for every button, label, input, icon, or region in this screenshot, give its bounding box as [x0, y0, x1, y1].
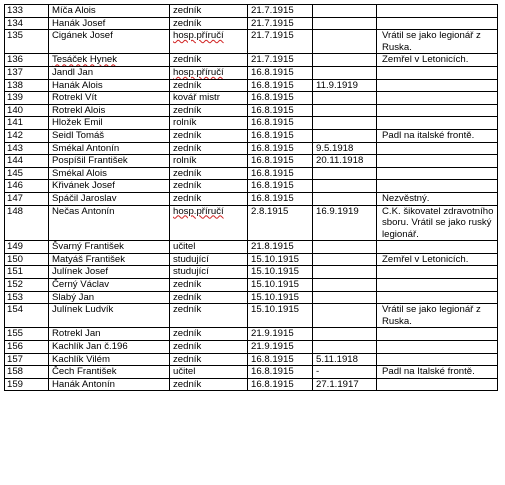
date-returned: [313, 167, 377, 180]
person-name: Rotrekl Vít: [49, 92, 170, 105]
person-name: Smékal Antonín: [49, 142, 170, 155]
date-enlisted: 16.8.1915: [248, 142, 313, 155]
person-name: Hanák Alois: [49, 79, 170, 92]
note: Vrátil se jako legionář z Ruska.: [377, 30, 498, 54]
note: Vrátil se jako legionář z Ruska.: [377, 304, 498, 328]
row-number: 137: [5, 66, 49, 79]
table-row: [5, 378, 498, 391]
date-returned: [313, 129, 377, 142]
date-enlisted: 16.8.1915: [248, 180, 313, 193]
table-row: [5, 79, 498, 92]
date-enlisted: 16.8.1915: [248, 167, 313, 180]
row-number: 142: [5, 129, 49, 142]
table-row: [5, 304, 498, 328]
occupation: zedník: [170, 279, 248, 292]
person-name: Kachlík Jan č.196: [49, 341, 170, 354]
date-enlisted: 16.8.1915: [248, 192, 313, 205]
table-row: [5, 341, 498, 354]
person-name: Tesáček Hynek: [49, 54, 170, 67]
person-name: Matyáš František: [49, 253, 170, 266]
person-name: Hanák Antonín: [49, 378, 170, 391]
occupation: zedník: [170, 180, 248, 193]
note: Zemřel v Letonicích.: [377, 54, 498, 67]
table-row: [5, 192, 498, 205]
occupation: zedník: [170, 104, 248, 117]
date-returned: [313, 341, 377, 354]
date-enlisted: 21.7.1915: [248, 30, 313, 54]
date-enlisted: 16.8.1915: [248, 155, 313, 168]
note: [377, 66, 498, 79]
occupation: rolník: [170, 155, 248, 168]
occupation: zedník: [170, 129, 248, 142]
row-number: 149: [5, 241, 49, 254]
person-name: Seidl Tomáš: [49, 129, 170, 142]
date-enlisted: 21.7.1915: [248, 17, 313, 30]
table-row: [5, 155, 498, 168]
date-returned: [313, 17, 377, 30]
date-enlisted: 21.9.1915: [248, 328, 313, 341]
person-name: Spáčil Jaroslav: [49, 192, 170, 205]
occupation: kovář mistr: [170, 92, 248, 105]
row-number: 138: [5, 79, 49, 92]
note: [377, 378, 498, 391]
table-row: [5, 279, 498, 292]
date-returned: -: [313, 366, 377, 379]
table-row: [5, 253, 498, 266]
date-enlisted: 16.8.1915: [248, 104, 313, 117]
date-returned: [313, 304, 377, 328]
note: [377, 5, 498, 18]
person-name: Nečas Antonín: [49, 205, 170, 241]
note: Padl na italské frontě.: [377, 129, 498, 142]
note: Nezvěstný.: [377, 192, 498, 205]
table-row: [5, 205, 498, 241]
date-returned: [313, 30, 377, 54]
row-number: 153: [5, 291, 49, 304]
note: [377, 17, 498, 30]
person-name: Míča Alois: [49, 5, 170, 18]
date-enlisted: 16.8.1915: [248, 79, 313, 92]
person-name: Rotrekl Jan: [49, 328, 170, 341]
occupation: zedník: [170, 304, 248, 328]
note: [377, 279, 498, 292]
occupation: učitel: [170, 241, 248, 254]
occupation: studující: [170, 253, 248, 266]
occupation: zedník: [170, 142, 248, 155]
table-row: [5, 142, 498, 155]
date-returned: [313, 117, 377, 130]
occupation: zedník: [170, 328, 248, 341]
occupation: zedník: [170, 378, 248, 391]
person-name: Křivánek Josef: [49, 180, 170, 193]
row-number: 146: [5, 180, 49, 193]
person-name: Kachlík Vilém: [49, 353, 170, 366]
date-enlisted: 2.8.1915: [248, 205, 313, 241]
date-returned: [313, 54, 377, 67]
note: [377, 341, 498, 354]
date-returned: [313, 253, 377, 266]
table-body: [5, 5, 498, 391]
date-returned: 5.11.1918: [313, 353, 377, 366]
row-number: 135: [5, 30, 49, 54]
occupation: rolník: [170, 117, 248, 130]
person-name: Smékal Alois: [49, 167, 170, 180]
row-number: 155: [5, 328, 49, 341]
occupation: hosp.příručí: [170, 66, 248, 79]
date-returned: [313, 92, 377, 105]
occupation: zedník: [170, 17, 248, 30]
occupation: zedník: [170, 291, 248, 304]
occupation: učitel: [170, 366, 248, 379]
date-returned: [313, 104, 377, 117]
date-returned: [313, 328, 377, 341]
note: [377, 117, 498, 130]
row-number: 148: [5, 205, 49, 241]
person-name: Rotrekl Alois: [49, 104, 170, 117]
occupation: zedník: [170, 79, 248, 92]
date-enlisted: 16.8.1915: [248, 66, 313, 79]
row-number: 133: [5, 5, 49, 18]
row-number: 143: [5, 142, 49, 155]
table-row: [5, 54, 498, 67]
note: [377, 155, 498, 168]
row-number: 134: [5, 17, 49, 30]
note: Zemřel v Letonicích.: [377, 253, 498, 266]
note: [377, 241, 498, 254]
person-name: Julínek Josef: [49, 266, 170, 279]
date-returned: 9.5.1918: [313, 142, 377, 155]
table-row: [5, 17, 498, 30]
table-row: [5, 328, 498, 341]
soldier-registry-table: [4, 4, 498, 391]
table-row: [5, 66, 498, 79]
date-enlisted: 15.10.1915: [248, 304, 313, 328]
row-number: 145: [5, 167, 49, 180]
table-row: [5, 353, 498, 366]
date-returned: 11.9.1919: [313, 79, 377, 92]
note: [377, 180, 498, 193]
date-enlisted: 16.8.1915: [248, 117, 313, 130]
row-number: 140: [5, 104, 49, 117]
table-row: [5, 5, 498, 18]
note: C.K. šikovatel zdravotního sboru. Vrátil se jako ruský legionář.: [377, 205, 498, 241]
date-enlisted: 16.8.1915: [248, 366, 313, 379]
date-enlisted: 15.10.1915: [248, 266, 313, 279]
date-enlisted: 15.10.1915: [248, 291, 313, 304]
row-number: 139: [5, 92, 49, 105]
date-returned: [313, 66, 377, 79]
table-row: [5, 30, 498, 54]
table-row: [5, 266, 498, 279]
date-returned: [313, 266, 377, 279]
person-name: Černý Václav: [49, 279, 170, 292]
person-name: Cigánek Josef: [49, 30, 170, 54]
occupation: zedník: [170, 5, 248, 18]
row-number: 157: [5, 353, 49, 366]
date-enlisted: 15.10.1915: [248, 253, 313, 266]
table-row: [5, 366, 498, 379]
person-name: Julínek Ludvík: [49, 304, 170, 328]
person-name: Slabý Jan: [49, 291, 170, 304]
row-number: 159: [5, 378, 49, 391]
date-enlisted: 21.8.1915: [248, 241, 313, 254]
date-returned: [313, 5, 377, 18]
date-returned: [313, 241, 377, 254]
date-returned: [313, 291, 377, 304]
date-enlisted: 21.9.1915: [248, 341, 313, 354]
note: [377, 142, 498, 155]
occupation: zedník: [170, 353, 248, 366]
table-row: [5, 129, 498, 142]
date-returned: [313, 180, 377, 193]
table-row: [5, 291, 498, 304]
date-enlisted: 16.8.1915: [248, 92, 313, 105]
date-enlisted: 16.8.1915: [248, 378, 313, 391]
person-name: Jandl Jan: [49, 66, 170, 79]
occupation: hosp.příručí: [170, 30, 248, 54]
note: [377, 353, 498, 366]
note: Padl na Italské frontě.: [377, 366, 498, 379]
occupation: studující: [170, 266, 248, 279]
date-enlisted: 21.7.1915: [248, 54, 313, 67]
person-name: Pospíšil František: [49, 155, 170, 168]
row-number: 150: [5, 253, 49, 266]
table-row: [5, 167, 498, 180]
date-returned: [313, 192, 377, 205]
occupation: hosp.příručí: [170, 205, 248, 241]
row-number: 147: [5, 192, 49, 205]
note: [377, 328, 498, 341]
date-returned: 16.9.1919: [313, 205, 377, 241]
date-returned: 20.11.1918: [313, 155, 377, 168]
row-number: 156: [5, 341, 49, 354]
person-name: Hanák Josef: [49, 17, 170, 30]
date-enlisted: 16.8.1915: [248, 353, 313, 366]
person-name: Švarný František: [49, 241, 170, 254]
row-number: 152: [5, 279, 49, 292]
person-name: Čech František: [49, 366, 170, 379]
table-row: [5, 117, 498, 130]
registry-document: [4, 4, 498, 391]
note: [377, 291, 498, 304]
table-row: [5, 92, 498, 105]
person-name: Hložek Emil: [49, 117, 170, 130]
occupation: zedník: [170, 341, 248, 354]
note: [377, 92, 498, 105]
date-enlisted: 15.10.1915: [248, 279, 313, 292]
row-number: 158: [5, 366, 49, 379]
note: [377, 104, 498, 117]
date-enlisted: 16.8.1915: [248, 129, 313, 142]
row-number: 136: [5, 54, 49, 67]
note: [377, 266, 498, 279]
note: [377, 167, 498, 180]
note: [377, 79, 498, 92]
occupation: zedník: [170, 54, 248, 67]
row-number: 151: [5, 266, 49, 279]
table-row: [5, 104, 498, 117]
date-returned: [313, 279, 377, 292]
date-returned: 27.1.1917: [313, 378, 377, 391]
occupation: zedník: [170, 167, 248, 180]
table-row: [5, 180, 498, 193]
table-row: [5, 241, 498, 254]
date-enlisted: 21.7.1915: [248, 5, 313, 18]
row-number: 144: [5, 155, 49, 168]
row-number: 141: [5, 117, 49, 130]
occupation: zedník: [170, 192, 248, 205]
row-number: 154: [5, 304, 49, 328]
